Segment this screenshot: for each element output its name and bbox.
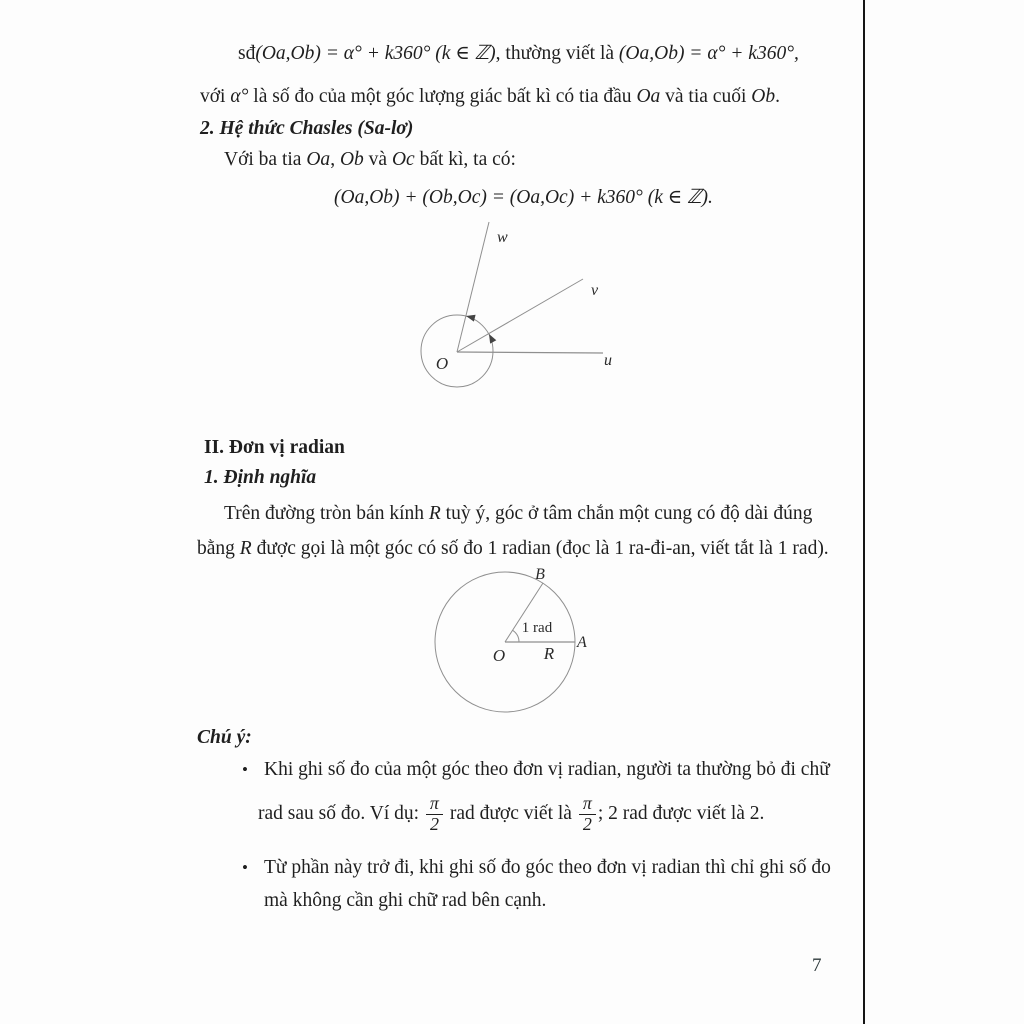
- formula-math-1: (Oa,Ob) = α° + k360° (k ∈ ℤ): [255, 43, 496, 64]
- math-oa: Oa: [306, 149, 331, 170]
- text-segment: với: [200, 86, 231, 107]
- fraction-numerator: π: [579, 794, 596, 815]
- text-segment: là số đo của một góc lượng giác bất kì có tia đầu: [248, 86, 637, 107]
- paragraph-chasles-intro: [224, 148, 516, 172]
- text-segment: rad được viết là: [444, 803, 577, 824]
- label-point-a: A: [577, 634, 587, 651]
- formula-connector-text: , thường viết là: [495, 43, 619, 64]
- text-segment: và tia cuối: [660, 86, 752, 107]
- fraction-numerator: π: [426, 794, 443, 815]
- math-oc: Oc: [391, 149, 415, 170]
- heading-chasles: 2. Hệ thức Chasles (Sa-lơ): [200, 118, 414, 139]
- formula-prefix: sđ: [238, 43, 256, 64]
- paragraph-radian-line1: [224, 502, 812, 526]
- formula-math-2: (Oa,Ob) = α° + k360°,: [618, 43, 799, 64]
- label-ray-v: v: [591, 282, 599, 299]
- bullet-marker: •: [242, 858, 248, 877]
- bullet-marker: •: [242, 760, 248, 779]
- ray-u: [457, 352, 603, 353]
- math-r: R: [239, 538, 252, 559]
- note-bullet1-line2: [258, 791, 764, 837]
- fraction-pi-over-2: [426, 794, 443, 835]
- fraction-denominator: 2: [582, 813, 592, 834]
- fraction-denominator: 2: [429, 813, 439, 834]
- paragraph-radian-line2: [197, 537, 829, 561]
- text-segment: bất kì, ta có:: [414, 149, 516, 170]
- label-ray-u: u: [604, 352, 612, 369]
- ray-v: [457, 279, 583, 352]
- text-segment: ,: [330, 149, 340, 170]
- label-one-rad: 1 rad: [521, 620, 553, 636]
- math-alpha: α°: [230, 86, 249, 107]
- note-bullet2-line1: Từ phần này trở đi, khi ghi số đo góc theo đơn vị radian thì chỉ ghi số đo: [264, 857, 831, 878]
- text-segment: ; 2 rad được viết là 2.: [597, 803, 765, 824]
- heading-definition: 1. Định nghĩa: [204, 467, 317, 488]
- ray-w: [457, 222, 489, 352]
- label-origin-o: O: [435, 354, 449, 373]
- page-number: 7: [812, 955, 822, 976]
- heading-note: Chú ý:: [197, 727, 252, 748]
- note-bullet2-line2: mà không cần ghi chữ rad bên cạnh.: [264, 890, 547, 911]
- text-segment: tuỳ ý, góc ở tâm chắn một cung có độ dài đúng: [440, 503, 813, 524]
- label-radius-r: R: [543, 644, 555, 663]
- text-segment: và: [363, 149, 392, 170]
- fraction-pi-over-2: [579, 794, 596, 835]
- text-segment: rad sau số đo. Ví dụ:: [258, 803, 424, 824]
- text-segment: được gọi là một góc có số đo 1 radian (đọc là 1 ra-đi-an, viết tắt là 1 rad).: [251, 538, 829, 559]
- diagram-one-radian: [430, 565, 600, 730]
- angle-arc: [513, 630, 519, 642]
- diagram-rays-uvw: [385, 212, 635, 397]
- label-ray-w: w: [497, 229, 508, 246]
- text-segment: .: [775, 86, 780, 107]
- paragraph-alpha-explanation: [200, 85, 780, 109]
- math-r: R: [428, 503, 441, 524]
- label-center-o: O: [492, 646, 506, 665]
- text-segment: bằng: [197, 538, 240, 559]
- text-segment: Với ba tia: [224, 149, 307, 170]
- math-oa: Oa: [636, 86, 661, 107]
- right-border-rule: [863, 0, 865, 1024]
- formula-chasles: (Oa,Ob) + (Ob,Oc) = (Oa,Oc) + k360° (k ∈ ℤ).: [334, 187, 713, 208]
- heading-radian-unit: II. Đơn vị radian: [204, 437, 345, 458]
- note-bullet1-line1: Khi ghi số đo của một góc theo đơn vị radian, người ta thường bỏ đi chữ: [264, 759, 830, 780]
- label-point-b: B: [535, 566, 545, 583]
- math-ob: Ob: [339, 149, 364, 170]
- math-ob: Ob: [751, 86, 776, 107]
- formula-degree-measure: [238, 42, 799, 66]
- text-segment: Trên đường tròn bán kính: [224, 503, 429, 524]
